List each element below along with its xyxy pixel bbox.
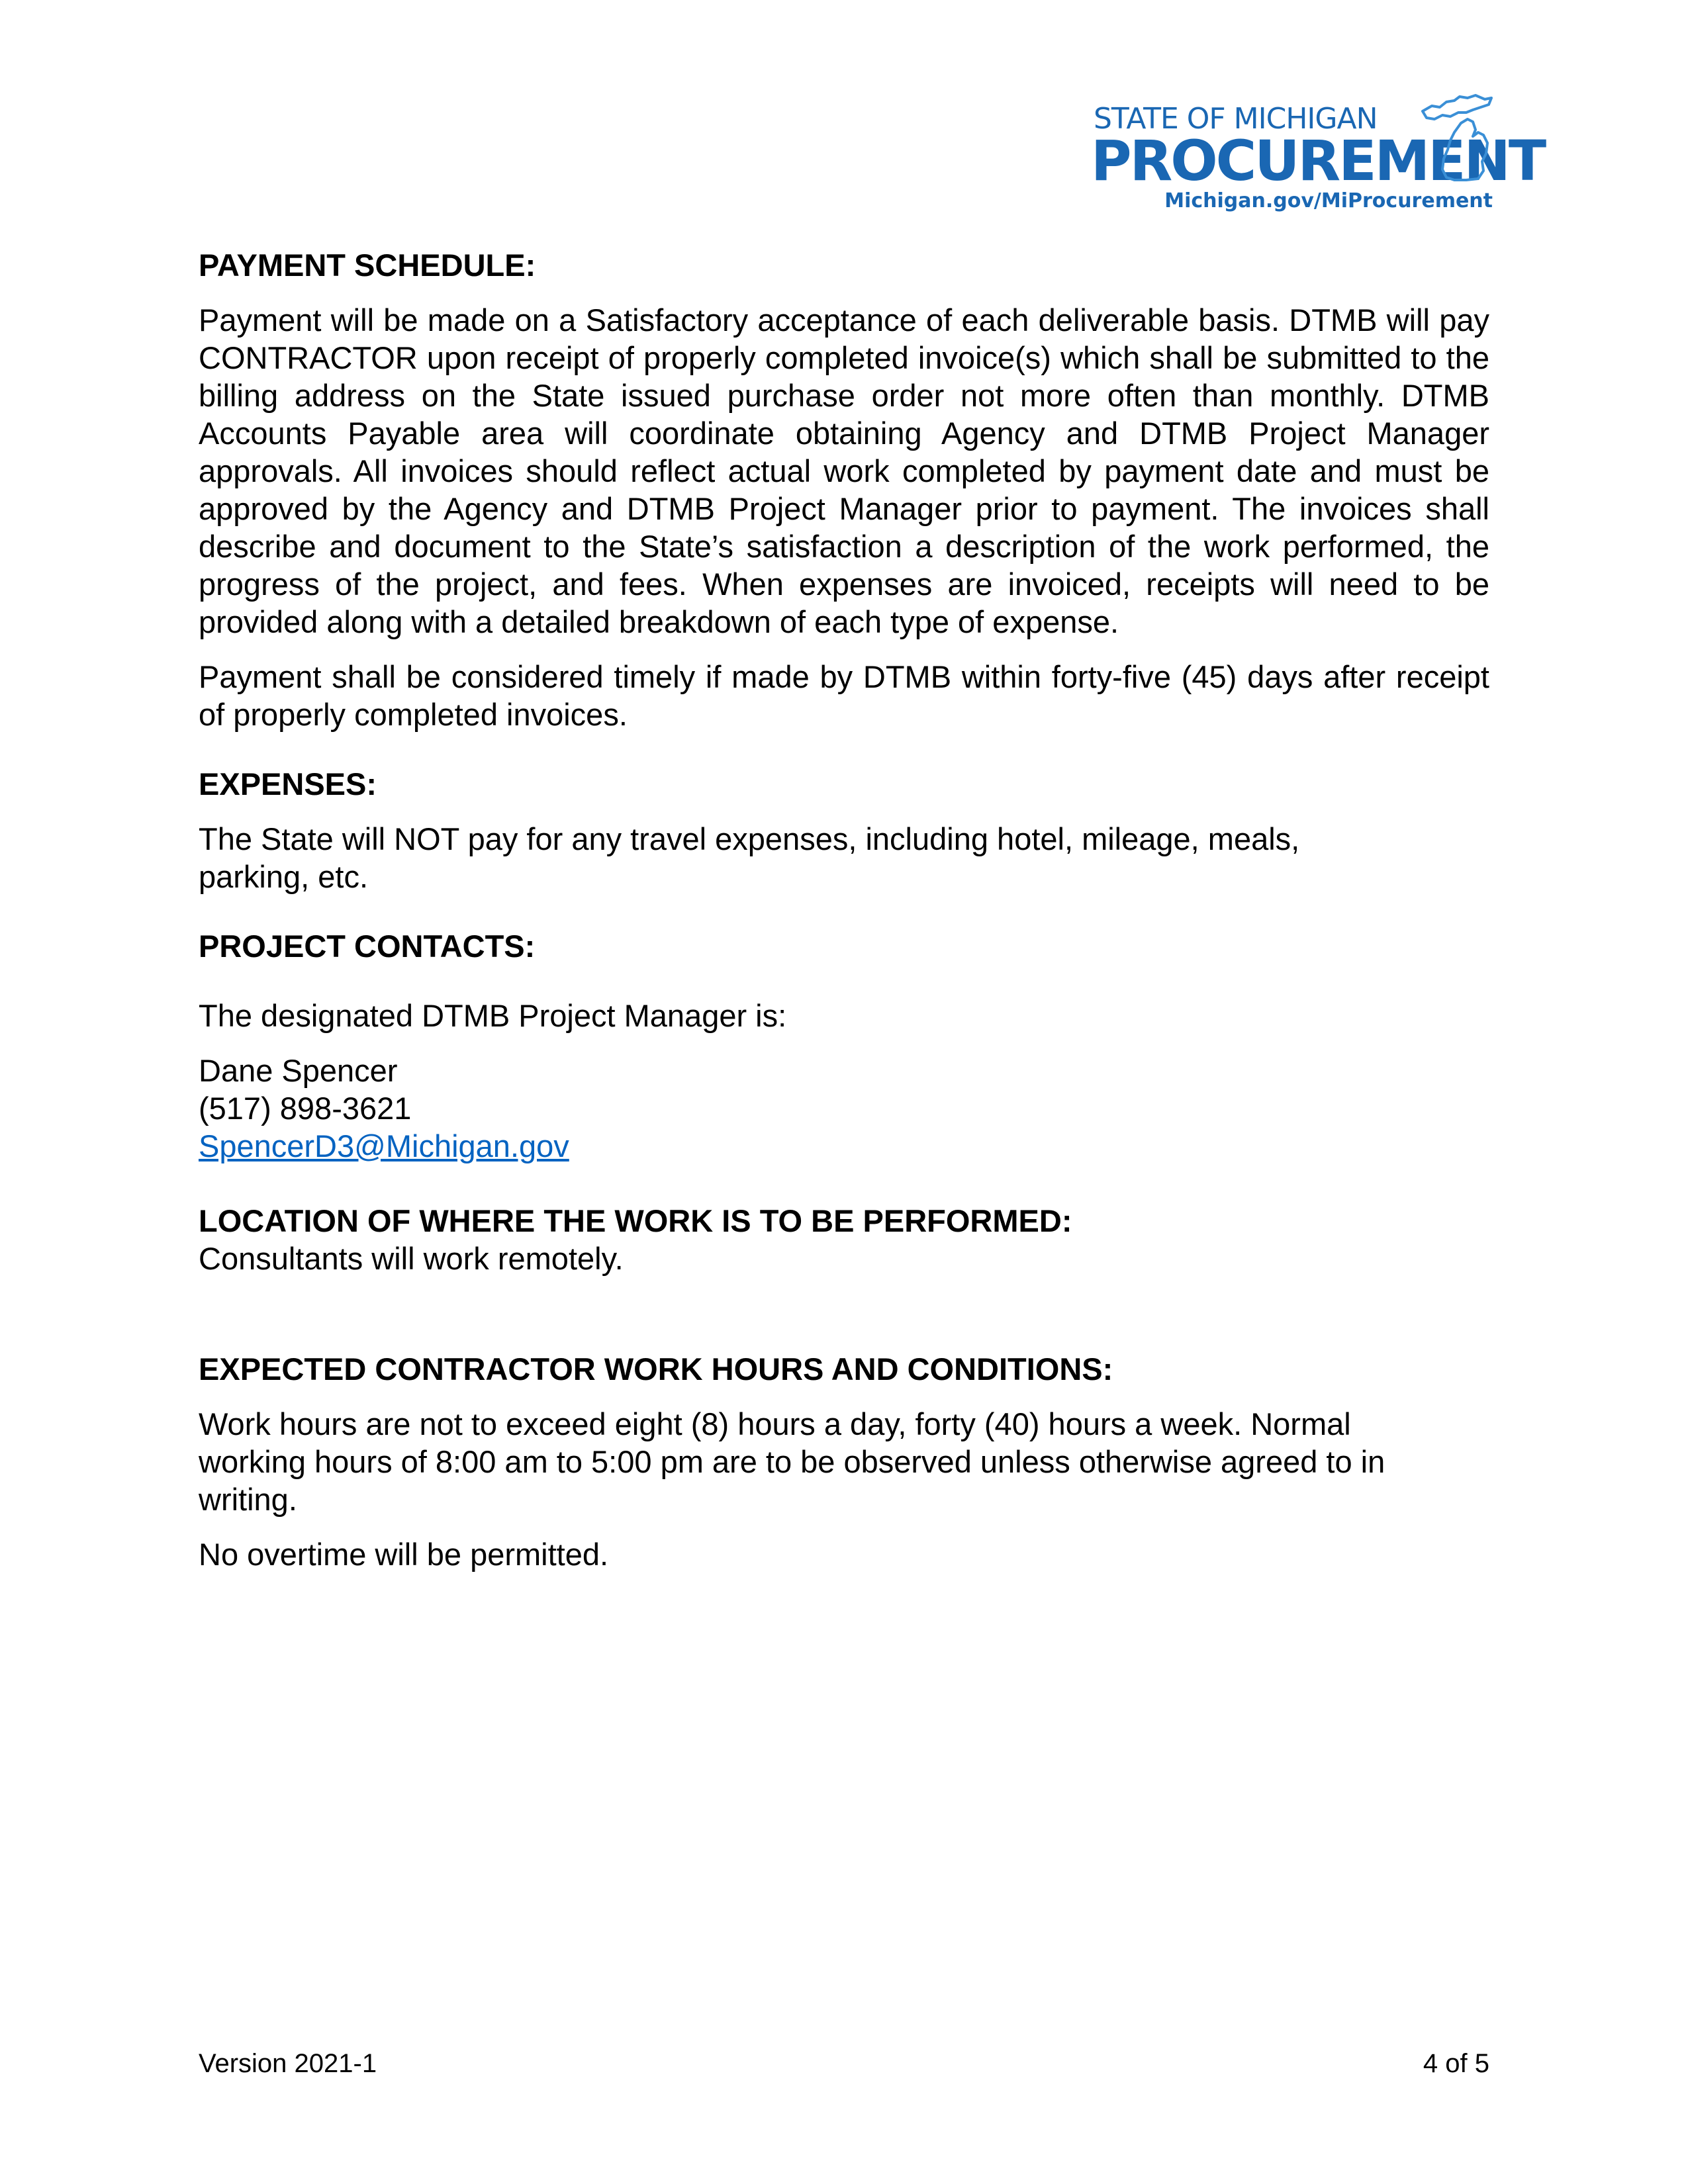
overtime-text: No overtime will be permitted. xyxy=(199,1537,609,1572)
expenses-heading: EXPENSES: xyxy=(199,766,377,801)
payment-schedule-heading: PAYMENT SCHEDULE: xyxy=(199,248,536,283)
work-hours-heading: EXPECTED CONTRACTOR WORK HOURS AND CONDITIONS: xyxy=(199,1351,1113,1387)
michigan-map-icon xyxy=(1420,93,1499,185)
footer-page-number: 4 of 5 xyxy=(1423,2049,1489,2078)
contact-name: Dane Spencer xyxy=(199,1053,398,1088)
project-manager-intro: The designated DTMB Project Manager is: xyxy=(199,998,787,1033)
expenses-line-2: parking, etc. xyxy=(199,859,369,894)
contact-block xyxy=(199,1052,1489,1165)
work-hours-line-1: Work hours are not to exceed eight (8) hours a day, forty (40) hours a week. Normal xyxy=(199,1406,1351,1441)
location-heading: LOCATION OF WHERE THE WORK IS TO BE PERFORMED: xyxy=(199,1203,1072,1238)
expenses-paragraph xyxy=(199,820,1489,895)
location-text: Consultants will work remotely. xyxy=(199,1241,624,1276)
work-hours-paragraph xyxy=(199,1405,1489,1518)
logo-state-text: STATE OF MICHIGAN xyxy=(1094,102,1378,136)
footer-version: Version 2021-1 xyxy=(199,2049,377,2078)
work-hours-line-3: writing. xyxy=(199,1482,297,1517)
project-contacts-heading: PROJECT CONTACTS: xyxy=(199,929,536,964)
payment-schedule-paragraph-1: Payment will be made on a Satisfactory acceptance of each deliverable basis. DTMB will pay CONTRACTOR upon receipt of properly completed invoice(s) which shall be submitted to the billing address on the State issued purchase order not more often than monthly. DTMB Accounts Payable area will coordinate obtaining Agency and DTMB Project Manager approvals. All invoices should reflect actual work completed by payment date and must be approved by the Agency and DTMB Project Manager prior to payment. The invoices shall describe and document to the State’s satisfaction a description of the work performed, the progress of the project, and fees. When expenses are invoiced, receipts will need to be provided along with a detailed breakdown of each type of expense. xyxy=(199,302,1489,639)
expenses-line-1: The State will NOT pay for any travel expenses, including hotel, mileage, meals, xyxy=(199,821,1300,856)
contact-email-link[interactable]: SpencerD3@Michigan.gov xyxy=(199,1128,569,1163)
payment-schedule-paragraph-2: Payment shall be considered timely if made by DTMB within forty-five (45) days after receipt of properly completed invoices. xyxy=(199,659,1489,732)
logo-procurement-text: PROCUREMENT xyxy=(1091,128,1545,193)
work-hours-line-2: working hours of 8:00 am to 5:00 pm are to be observed unless otherwise agreed to in xyxy=(199,1444,1385,1479)
procurement-logo xyxy=(1086,93,1545,218)
document-body xyxy=(199,246,1489,1573)
logo-url-text: Michigan.gov/MiProcurement xyxy=(1164,189,1493,212)
contact-phone: (517) 898-3621 xyxy=(199,1091,412,1126)
